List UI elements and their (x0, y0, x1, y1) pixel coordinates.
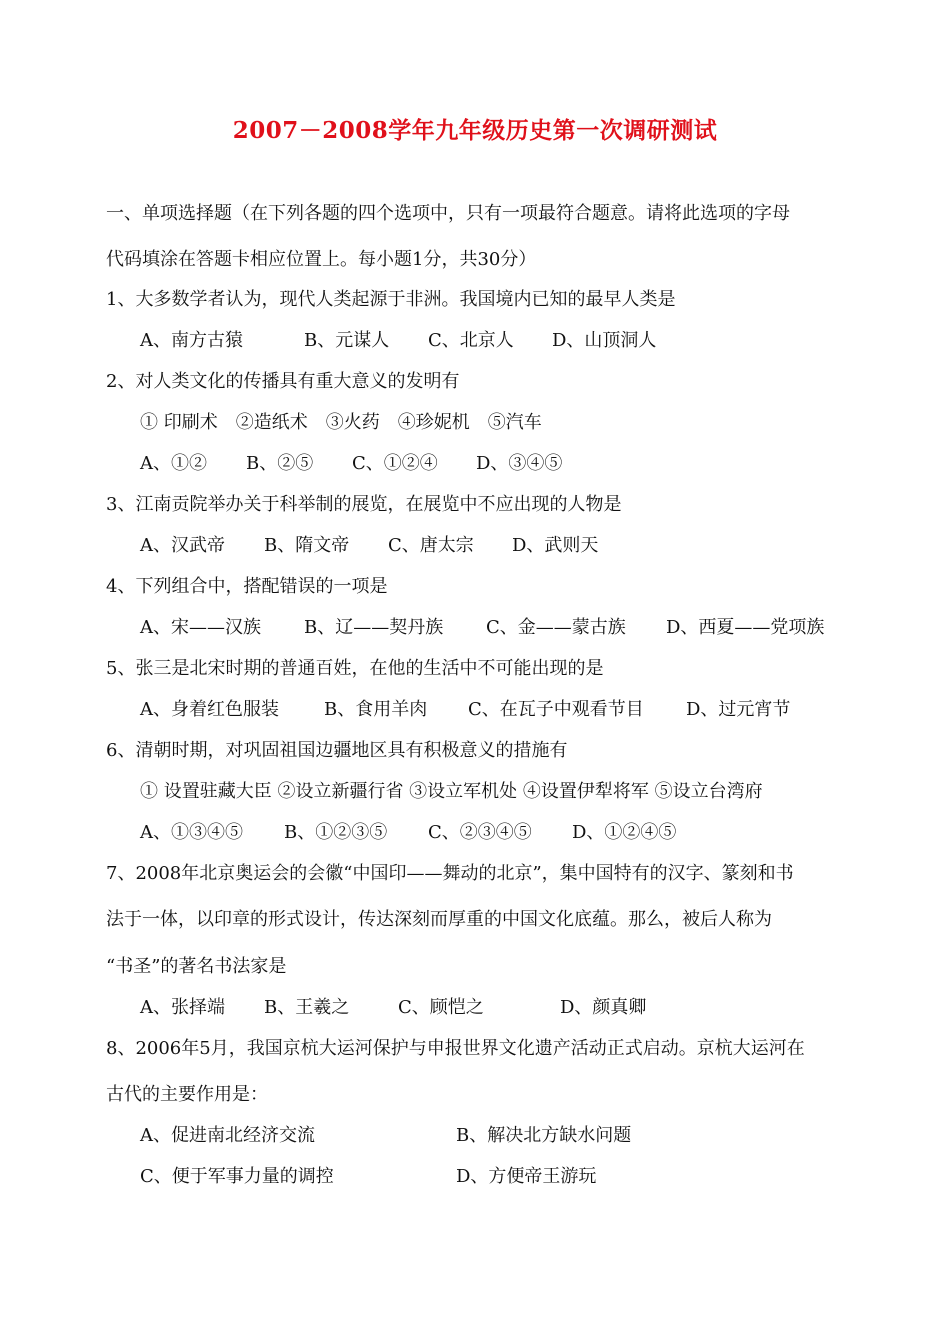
question-2-items: ① 印刷术 ②造纸术 ③火药 ④珍妮机 ⑤汽车 (140, 412, 542, 433)
option-d: D、颜真卿 (560, 997, 647, 1018)
option-a: A、汉武帝 (140, 535, 225, 556)
option-d: D、过元宵节 (686, 699, 791, 720)
option-b: B、王羲之 (264, 997, 350, 1018)
question-6-items: ① 设置驻藏大臣 ②设立新疆行省 ③设立军机处 ④设置伊犁将军 ⑤设立台湾府 (140, 781, 763, 802)
question-2-stem: 2、对人类文化的传播具有重大意义的发明有 (106, 371, 460, 392)
option-d: D、山顶洞人 (552, 330, 657, 351)
option-b: B、隋文帝 (264, 535, 350, 556)
option-c: C、北京人 (428, 330, 514, 351)
question-1-stem: 1、大多数学者认为，现代人类起源于非洲。我国境内已知的最早人类是 (106, 289, 676, 310)
option-c: C、②③④⑤ (428, 822, 532, 843)
option-b: B、食用羊肉 (324, 699, 428, 720)
question-7-stem-line-1: 7、2008年北京奥运会的会徽“中国印——舞动的北京”，集中国特有的汉字、篆刻和书 (106, 863, 794, 884)
option-c: C、①②④ (352, 453, 438, 474)
question-7-stem-line-2: 法于一体，以印章的形式设计，传达深刻而厚重的中国文化底蕴。那么，被后人称为 (106, 909, 772, 930)
option-a: A、张择端 (140, 997, 225, 1018)
option-a: A、身着红色服装 (140, 699, 279, 720)
question-3-stem: 3、江南贡院举办关于科举制的展览，在展览中不应出现的人物是 (106, 494, 622, 515)
option-a: A、宋——汉族 (140, 617, 261, 638)
option-d: D、方便帝王游玩 (456, 1166, 597, 1187)
question-6-stem: 6、清朝时期，对巩固祖国边疆地区具有积极意义的措施有 (106, 740, 568, 761)
option-c: C、便于军事力量的调控 (140, 1166, 334, 1187)
option-c: C、在瓦子中观看节目 (468, 699, 644, 720)
question-4-stem: 4、下列组合中，搭配错误的一项是 (106, 576, 388, 597)
option-c: C、唐太宗 (388, 535, 474, 556)
option-a: A、①② (140, 453, 207, 474)
option-b: B、解决北方缺水问题 (456, 1125, 632, 1146)
option-d: D、③④⑤ (476, 453, 563, 474)
option-d: D、武则天 (512, 535, 599, 556)
question-7-stem-line-3: “书圣”的著名书法家是 (106, 956, 287, 977)
option-b: B、②⑤ (246, 453, 314, 474)
page-title: 2007－2008学年九年级历史第一次调研测试 (232, 117, 718, 144)
section-heading-line-2: 代码填涂在答题卡相应位置上。每小题1分，共30分） (106, 249, 537, 270)
question-8-stem-line-1: 8、2006年5月，我国京杭大运河保护与申报世界文化遗产活动正式启动。京杭大运河在 (106, 1038, 805, 1059)
option-d: D、西夏——党项族 (666, 617, 825, 638)
option-b: B、①②③⑤ (284, 822, 388, 843)
option-a: A、①③④⑤ (140, 822, 243, 843)
option-b: B、元谋人 (304, 330, 390, 351)
option-c: C、顾恺之 (398, 997, 484, 1018)
option-d: D、①②④⑤ (572, 822, 677, 843)
section-heading-line-1: 一、单项选择题（在下列各题的四个选项中，只有一项最符合题意。请将此选项的字母 (106, 203, 790, 224)
question-5-stem: 5、张三是北宋时期的普通百姓，在他的生活中不可能出现的是 (106, 658, 604, 679)
option-a: A、南方古猿 (140, 330, 243, 351)
option-c: C、金——蒙古族 (486, 617, 626, 638)
option-a: A、促进南北经济交流 (140, 1125, 315, 1146)
option-b: B、辽——契丹族 (304, 617, 444, 638)
question-8-stem-line-2: 古代的主要作用是： (106, 1084, 268, 1105)
